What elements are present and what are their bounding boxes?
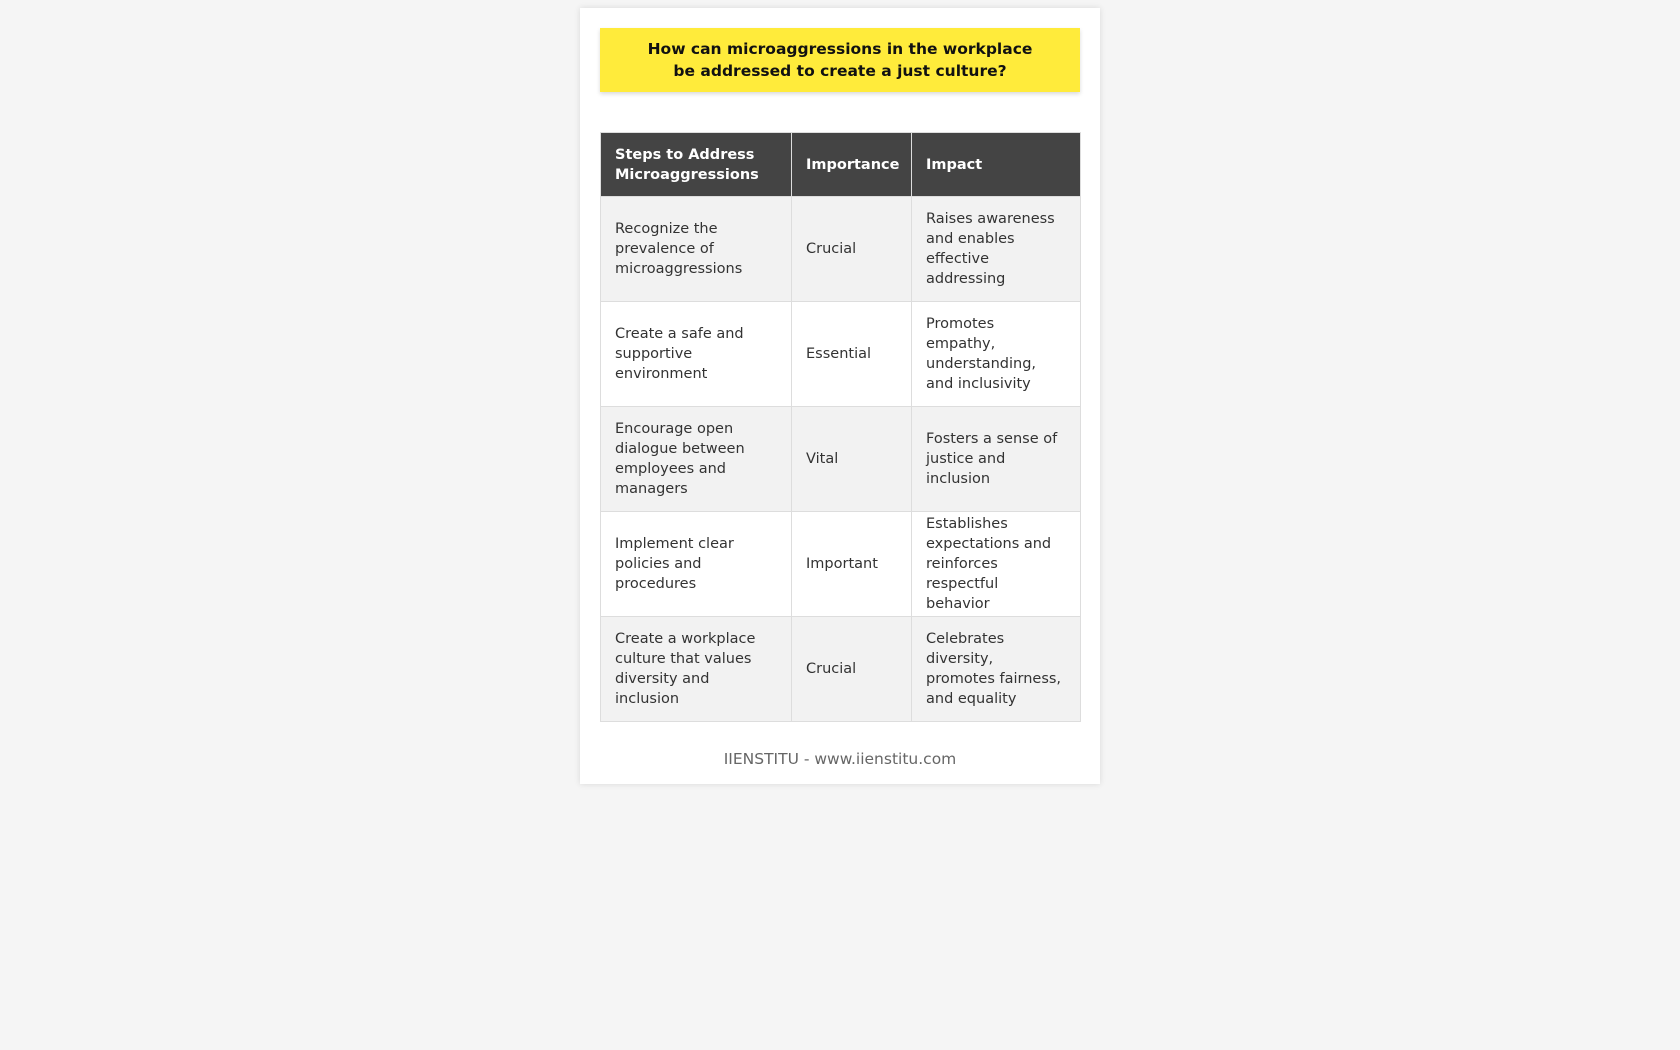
importance-cell: Crucial (792, 617, 912, 722)
step-cell: Create a safe and supportive environment (601, 302, 792, 407)
header-impact: Impact (912, 133, 1081, 197)
footer-credit: IIENSTITU - www.iienstitu.com (723, 750, 957, 768)
impact-cell: Promotes empathy, understanding, and inclusivity (912, 302, 1081, 407)
page-title: How can microaggressions in the workplace be addressed to create a just culture? (647, 40, 1033, 80)
table-row (601, 197, 1081, 302)
content-card (580, 8, 1100, 784)
impact-cell: Raises awareness and enables effective addressing (912, 197, 1081, 302)
importance-cell: Vital (792, 407, 912, 512)
impact-cell: Establishes expectations and reinforces respectful behavior (912, 512, 1081, 617)
table-row (601, 512, 1081, 617)
importance-cell: Crucial (792, 197, 912, 302)
impact-cell: Fosters a sense of justice and inclusion (912, 407, 1081, 512)
step-cell: Implement clear policies and procedures (601, 512, 792, 617)
header-steps: Steps to Address Microaggressions (601, 133, 792, 197)
importance-cell: Important (792, 512, 912, 617)
step-cell: Encourage open dialogue between employees and managers (601, 407, 792, 512)
steps-table (600, 132, 1081, 722)
impact-cell: Celebrates diversity, promotes fairness, and equality (912, 617, 1081, 722)
table-row (601, 407, 1081, 512)
table-header-row (601, 133, 1081, 197)
importance-cell: Essential (792, 302, 912, 407)
table-row (601, 617, 1081, 722)
table-row (601, 302, 1081, 407)
step-cell: Create a workplace culture that values diversity and inclusion (601, 617, 792, 722)
header-importance: Importance (792, 133, 912, 197)
step-cell: Recognize the prevalence of microaggressions (601, 197, 792, 302)
title-banner (600, 28, 1080, 92)
